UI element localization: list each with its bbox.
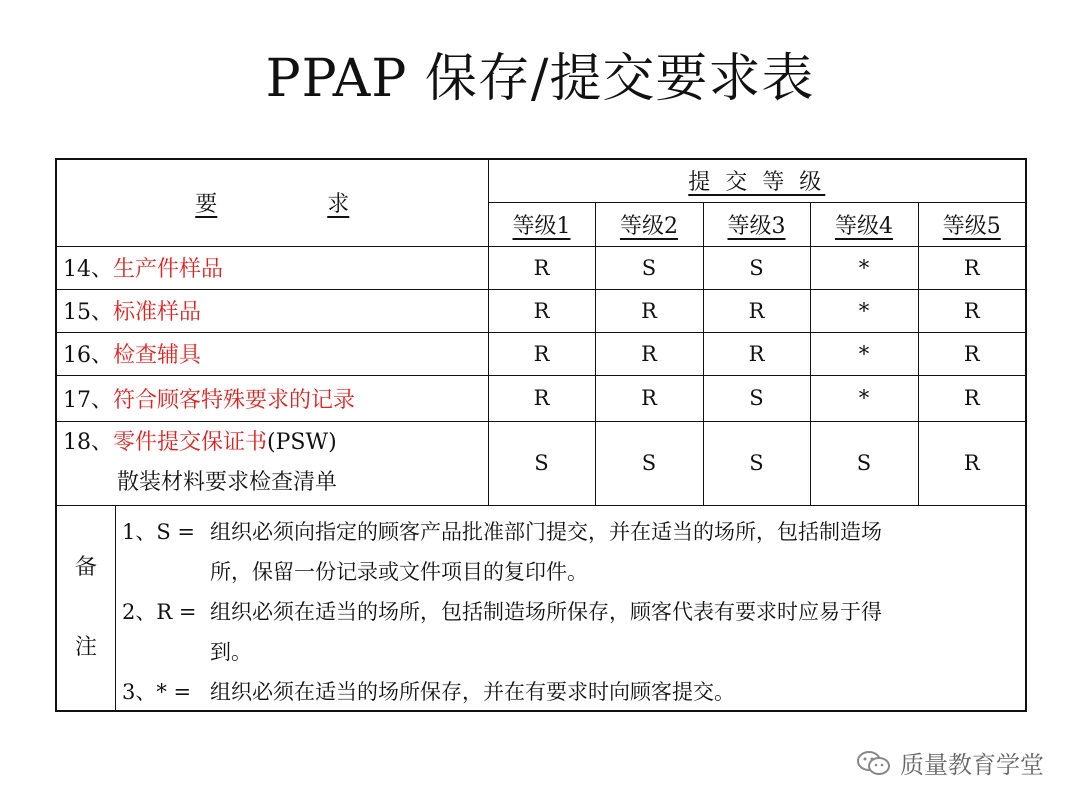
note-item-continuation: 到。 (210, 639, 252, 664)
notes-label: 备 注 (57, 506, 116, 710)
row-value: R (595, 375, 703, 421)
row-value: S (595, 246, 703, 289)
requirement-header-text: 要 求 (195, 192, 350, 218)
row-value: S (595, 421, 703, 505)
row-value: R (488, 332, 595, 375)
row-value: R (488, 289, 595, 332)
table-row (56, 246, 1026, 289)
row-value: R (488, 375, 595, 421)
submission-level-header (488, 159, 1026, 202)
row-value: R (703, 332, 810, 375)
note-item: 1、S = 组织必须向指定的顾客产品批准部门提交，并在适当的场所，包括制造场 (122, 519, 882, 544)
row-value: S (703, 421, 810, 505)
submission-level-header-text: 提 交 等 级 (688, 170, 826, 196)
table-row (56, 421, 1026, 505)
row-value: S (703, 246, 810, 289)
row-value: S (488, 421, 595, 505)
row-value: R (595, 289, 703, 332)
row-value: R (918, 375, 1026, 421)
note-item: 3、* = 组织必须在适当的场所保存，并在有要求时向顾客提交。 (122, 679, 735, 704)
row-value: R (703, 289, 810, 332)
row-value: * (810, 375, 918, 421)
level-3-header: 等级3 (703, 202, 810, 246)
row-value: * (810, 289, 918, 332)
wechat-icon (856, 749, 892, 777)
note-item-continuation: 所，保留一份记录或文件项目的复印件。 (210, 559, 588, 584)
level-5-header: 等级5 (918, 202, 1026, 246)
row-value: R (488, 246, 595, 289)
notes-content (116, 506, 1025, 710)
row-value: R (595, 332, 703, 375)
row-value: R (918, 332, 1026, 375)
requirement-header (56, 159, 488, 246)
row-value: * (810, 246, 918, 289)
watermark (856, 745, 1044, 780)
row-label-line2: 散装材料要求检查清单 (117, 470, 338, 495)
row-value: R (918, 289, 1026, 332)
watermark-text: 质量教育学堂 (900, 751, 1044, 779)
row-value: S (810, 421, 918, 505)
note-item: 2、R = 组织必须在适当的场所，包括制造场所保存，顾客代表有要求时应易于得 (122, 599, 882, 624)
header-row-top (56, 159, 1026, 202)
row-label: 18、零件提交保证书(PSW) 散装材料要求检查清单 (56, 421, 488, 505)
row-value: S (703, 375, 810, 421)
level-4-header: 等级4 (810, 202, 918, 246)
row-value: R (918, 421, 1026, 505)
ppap-requirements-table (55, 158, 1027, 712)
row-label: 15、标准样品 (56, 289, 488, 332)
row-value: R (918, 246, 1026, 289)
table-row (56, 289, 1026, 332)
notes-row (56, 505, 1026, 711)
table-row (56, 375, 1026, 421)
row-label: 17、符合顾客特殊要求的记录 (56, 375, 488, 421)
row-value: * (810, 332, 918, 375)
level-1-header: 等级1 (488, 202, 595, 246)
page-title: PPAP 保存/提交要求表 (265, 49, 815, 109)
row-label: 14、生产件样品 (56, 246, 488, 289)
level-2-header: 等级2 (595, 202, 703, 246)
row-label: 16、检查辅具 (56, 332, 488, 375)
table-row (56, 332, 1026, 375)
